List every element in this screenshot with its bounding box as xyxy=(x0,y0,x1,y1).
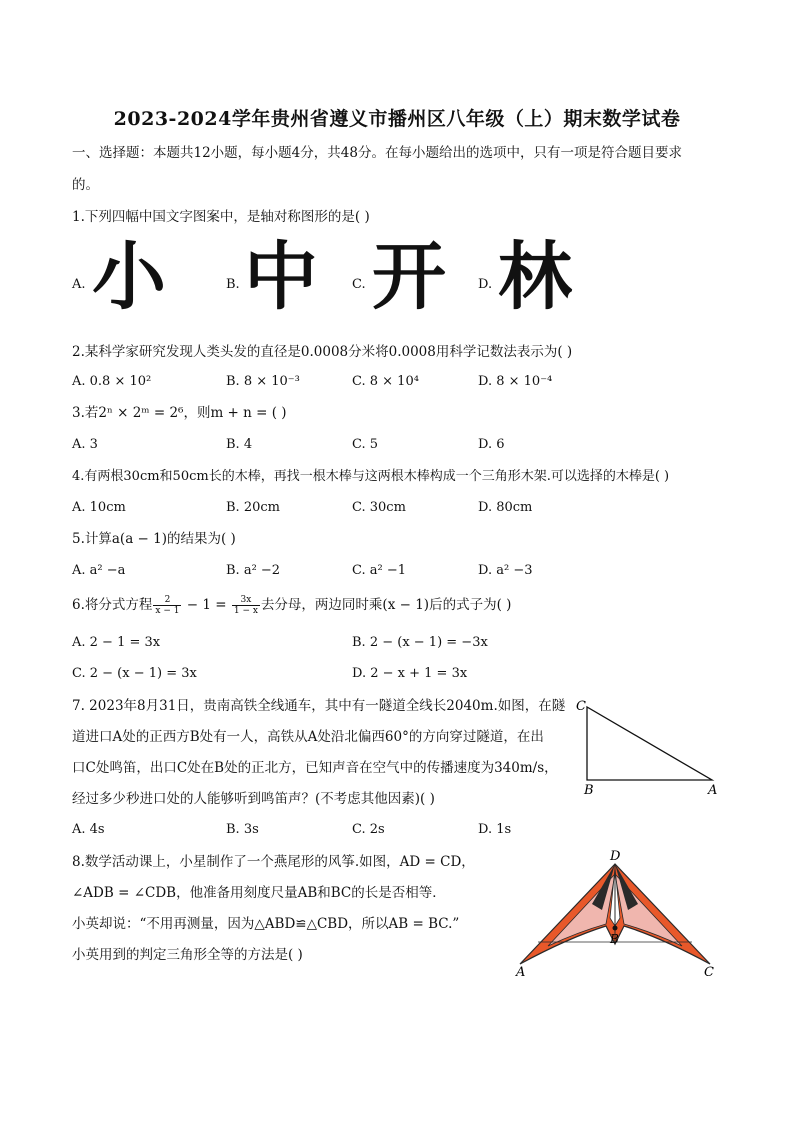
question-8-line-1: 8.数学活动课上，小星制作了一个燕尾形的风筝.如图，AD = CD， xyxy=(72,854,475,870)
question-7-option-b: B. 3s xyxy=(226,822,259,837)
question-6-stem-mid: − 1 = xyxy=(182,597,231,613)
fraction-2 xyxy=(232,595,260,616)
section-instructions-line1: 一、选择题：本题共12小题，每小题4分，共48分。在每小题给出的选项中，只有一项是符合题目要求 xyxy=(72,145,682,161)
question-6-option-b: B. 2 − (x − 1) = −3x xyxy=(352,635,488,650)
question-8-line-4: 小英用到的判定三角形全等的方法是( ) xyxy=(72,947,303,963)
question-6-option-c: C. 2 − (x − 1) = 3x xyxy=(72,666,197,681)
fraction-1-denominator: x − 1 xyxy=(155,606,180,616)
question-7-option-c: C. 2s xyxy=(352,822,385,837)
kite-label-b: B xyxy=(610,932,619,946)
question-3-option-b: B. 4 xyxy=(226,437,253,452)
question-8-line-2: ∠ADB = ∠CDB，他准备用刻度尺量AB和BC的长是否相等． xyxy=(72,885,446,901)
question-3-option-d: D. 6 xyxy=(478,437,505,452)
question-6-option-d: D. 2 − x + 1 = 3x xyxy=(352,666,468,681)
glyph-kai-image: 开 xyxy=(372,234,446,320)
question-3-option-c: C. 5 xyxy=(352,437,379,452)
kite-point-b xyxy=(613,926,618,931)
kite-label-d: D xyxy=(610,849,621,864)
fraction-1-numerator: 2 xyxy=(153,595,181,606)
right-triangle-figure xyxy=(570,694,730,800)
question-7-line-1: 7. 2023年8月31日，贵南高铁全线通车，其中有一隧道全线长2040m.如图，在隧 xyxy=(72,698,566,714)
fraction-1 xyxy=(153,595,181,616)
question-5-option-c: C. a² −1 xyxy=(352,563,407,578)
vertex-label-a: A xyxy=(708,783,718,798)
question-4-option-b: B. 20cm xyxy=(226,500,280,515)
question-4-option-d: D. 80cm xyxy=(478,500,533,515)
question-1-stem: 1.下列四幅中国文字图案中，是轴对称图形的是( ) xyxy=(72,209,370,225)
question-2-option-d: D. 8 × 10⁻⁴ xyxy=(478,374,553,389)
triangle-abc xyxy=(587,707,712,780)
question-1-option-c-label: C. xyxy=(352,277,366,292)
page-title: 2023-2024学年贵州省遵义市播州区八年级（上）期末数学试卷 xyxy=(113,108,681,130)
glyph-xiao-image: 小 xyxy=(92,234,166,320)
question-3-option-a: A. 3 xyxy=(72,437,98,452)
section-instructions-line2: 的。 xyxy=(72,177,99,193)
glyph-lin-image: 林 xyxy=(498,234,572,320)
question-5-stem: 5.计算a(a − 1)的结果为( ) xyxy=(72,531,236,547)
question-2-option-c: C. 8 × 10⁴ xyxy=(352,374,419,389)
kite-label-c: C xyxy=(704,965,714,980)
question-1-option-d-label: D. xyxy=(478,277,493,292)
question-7-option-a: A. 4s xyxy=(72,822,105,837)
question-4-option-a: A. 10cm xyxy=(72,500,126,515)
question-2-option-a: A. 0.8 × 10² xyxy=(72,374,152,389)
question-7-line-4: 经过多少秒进口处的人能够听到鸣笛声？(不考虑其他因素)( ) xyxy=(72,791,435,807)
question-1-option-b-label: B. xyxy=(226,277,240,292)
kite-label-a: A xyxy=(516,965,526,980)
fraction-2-denominator: 1 − x xyxy=(233,606,258,616)
question-7-line-3: 口C处鸣笛，出口C处在B处的正北方，已知声音在空气中的传播速度为340m/s， xyxy=(72,760,558,776)
question-6-option-a: A. 2 − 1 = 3x xyxy=(72,635,161,650)
question-4-stem: 4.有两根30cm和50cm长的木棒，再找一根木棒与这两根木棒构成一个三角形木架.可以选择的木棒是( ) xyxy=(72,469,670,484)
question-6-stem xyxy=(72,595,511,616)
glyph-zhong-image: 中 xyxy=(244,234,318,320)
question-6-stem-prefix: 6.将分式方程 xyxy=(72,597,153,613)
question-7-option-d: D. 1s xyxy=(478,822,512,837)
question-2-option-b: B. 8 × 10⁻³ xyxy=(226,374,300,389)
question-3-stem: 3.若2ⁿ × 2ᵐ = 2⁶，则m + n = ( ) xyxy=(72,405,287,421)
vertex-label-b: B xyxy=(584,783,594,798)
question-2-stem: 2.某科学家研究发现人类头发的直径是0.0008分米将0.0008用科学记数法表示为( ) xyxy=(72,344,573,360)
question-5-option-a: A. a² −a xyxy=(72,563,126,578)
fraction-2-numerator: 3x xyxy=(232,595,260,606)
kite-figure xyxy=(508,846,728,982)
question-5-option-d: D. a² −3 xyxy=(478,563,533,578)
question-7-line-2: 道进口A处的正西方B处有一人，高铁从A处沿北偏西60°的方向穿过隧道，在出 xyxy=(72,729,544,745)
question-8-line-3: 小英却说：“不用再测量，因为△ABD≌△CBD，所以AB = BC.” xyxy=(72,916,460,932)
question-4-option-c: C. 30cm xyxy=(352,500,406,515)
question-5-option-b: B. a² −2 xyxy=(226,563,281,578)
vertex-label-c: C xyxy=(576,699,586,714)
question-1-option-a-label: A. xyxy=(72,277,86,292)
question-6-stem-suffix: 去分母，两边同时乘(x − 1)后的式子为( ) xyxy=(260,597,512,613)
